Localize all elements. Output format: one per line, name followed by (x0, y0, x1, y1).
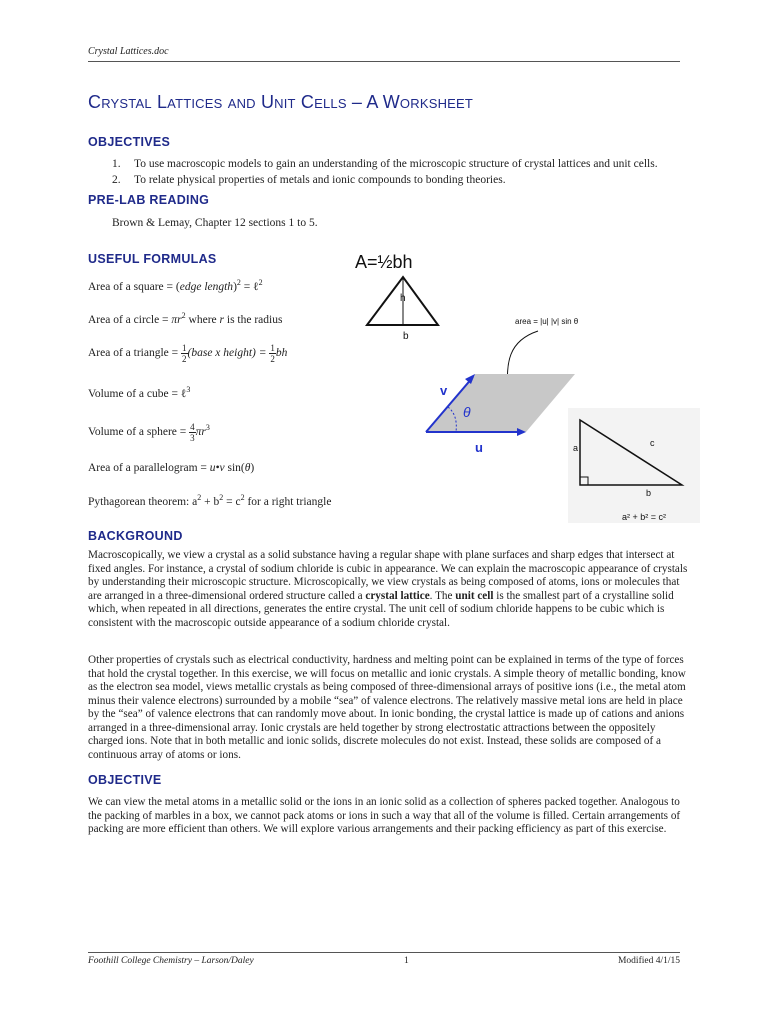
prelab-heading: PRE-LAB READING (88, 193, 210, 207)
formula-circle: Area of a circle = $\pi r^2$ where r is the radius (88, 311, 283, 326)
formula-figures (340, 245, 700, 530)
triangle-h-label: h (400, 293, 406, 304)
page-title: Crystal Lattices and Unit Cells – A Worksheet (88, 92, 474, 112)
triangle-b-label: b (403, 331, 409, 342)
right-triangle-b-label: b (646, 488, 652, 498)
prelab-text: Brown & Lemay, Chapter 12 sections 1 to 5. (112, 217, 318, 229)
header-rule (88, 61, 680, 62)
right-triangle-c-label: c (650, 438, 655, 448)
triangle-area-formula: A=½bh (355, 252, 413, 272)
footer-left: Foothill College Chemistry – Larson/Daley (88, 956, 254, 966)
formula-cube: Volume of a cube = ℓ$^3$ (88, 385, 191, 400)
footer-right: Modified 4/1/15 (617, 956, 680, 966)
formula-triangle: Area of a triangle = $\frac{1}{2}$ (base x height) = $\frac{1}{2}$ bh (88, 343, 288, 364)
objective-item-1 (112, 157, 658, 171)
footer-rule (88, 952, 680, 953)
formula-pythagorean: Pythagorean theorem: $a^2 + b^2 = c^2$ for a right triangle (88, 493, 332, 508)
background-paragraph-1: Macroscopically, we view a crystal as a solid substance having a regular shape with plane surfaces and sharp edges that intersect at fixed angles. For instance, a crystal of sodium chloride is cubic in appearance. We can explain the macroscopic appearance of crystals by understanding their microscopic structure. Microscopically, we view crystals as being composed of atoms, ions or molecules that are arranged in a three-dimensional ordered structure called a crystal lattice. The unit cell is the smallest part of a crystalline solid which, when repeated in all directions, generates the entire crystal. The unit cell of sodium chloride happens to be cubic which is consistent with the macroscopic outside appearance of a sodium chloride crystal. (88, 549, 688, 629)
formula-sphere: Volume of a sphere = $\frac{4}{3}$ $\pi r^3$ (88, 421, 210, 443)
footer-page-number: 1 (404, 956, 409, 966)
pythagorean-caption: a² + b² = c² (622, 512, 667, 522)
objectives-heading: OBJECTIVES (88, 135, 171, 149)
objective-item-2 (112, 173, 506, 187)
parallelogram-area-label: area = |u| |v| sin θ (515, 317, 579, 326)
vector-u-label: u (475, 440, 483, 455)
objective-heading: OBJECTIVE (88, 773, 162, 787)
parallelogram-shape (426, 374, 575, 432)
objective-text: To use macroscopic models to gain an understanding of the microscopic structure of crystal lattices and unit cells. (134, 158, 658, 170)
background-paragraph-2: Other properties of crystals such as electrical conductivity, hardness and melting point can be explained in terms of the type of forces that hold the crystal together. In this exercise, we will focus on metallic and ionic crystals. A simple theory of metallic bonding, know as the electron sea model, views metallic crystals as being composed of three-dimensional arrays of positive ions (i.e., the metal atom minus their valence electrons) surrounded by a mobile “sea” of valence electrons. The relatively massive metal ions are held in place by the “sea” of valence electrons that can randomly move about. In ionic bonding, the crystal lattice is made up of cations and anions arranged in a three-dimensional array. Ionic crystals are held together by strong electrostatic attractions between the oppositely charged ions. Note that in both metallic and ionic solids, discrete molecules do not exist. Instead, these solids are composed of a continuous array of atoms or ions. (88, 654, 686, 761)
right-triangle-a-label: a (573, 443, 579, 453)
formula-parallelogram: Area of a parallelogram = u•v sin(θ) (88, 462, 255, 474)
theta-label: θ (463, 404, 471, 420)
background-heading: BACKGROUND (88, 529, 183, 543)
vector-v-label: v (440, 383, 448, 398)
header-filename: Crystal Lattices.doc (88, 46, 169, 57)
objective-paragraph: We can view the metal atoms in a metallic solid or the ions in an ionic solid as a collection of spheres packed together. Analogous to the packing of marbles in a box, we cannot pack atoms or ions in such a way that all of the volume is filled. Certain arrangements of packing are more efficient than others. We will explore various arrangements and their packing efficiency as part of this exercise. (88, 796, 681, 835)
objective-text: To relate physical properties of metals and ionic compounds to bonding theories. (134, 174, 506, 186)
objective-number: 1. (112, 158, 121, 170)
formulas-heading: USEFUL FORMULAS (88, 252, 217, 266)
objective-number: 2. (112, 174, 121, 186)
formula-square: Area of a square = (edge length)$^2$ = ℓ$^2$ (88, 278, 263, 293)
